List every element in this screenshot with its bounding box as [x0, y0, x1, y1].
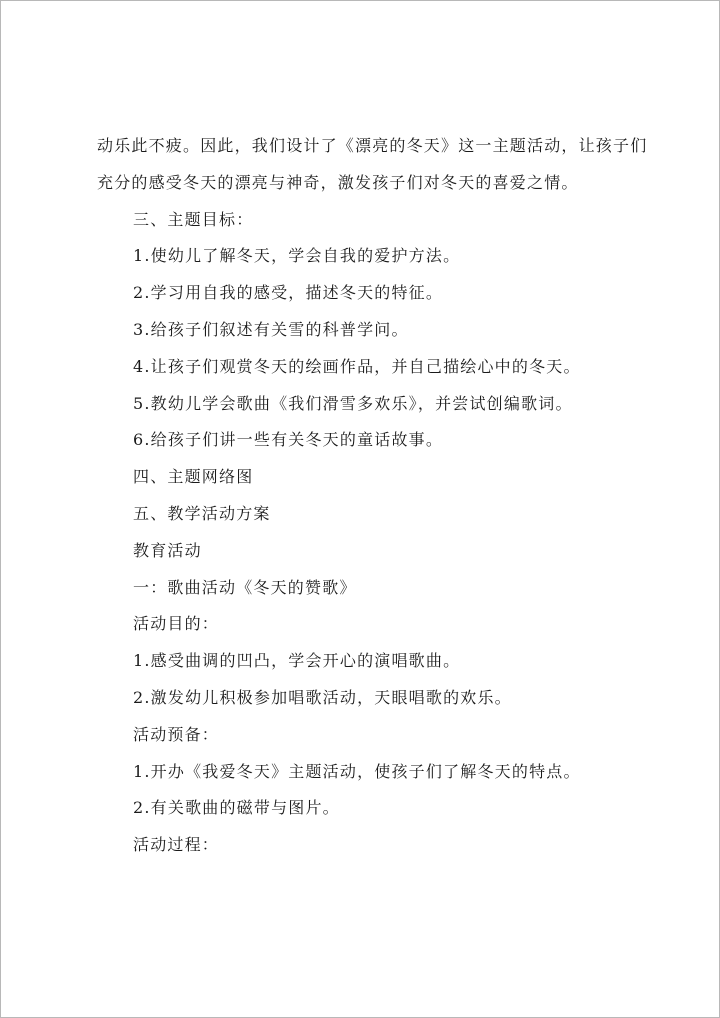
paragraph-line-2: 充分的感受冬天的漂亮与神奇，激发孩子们对冬天的喜爱之情。: [97, 172, 579, 192]
goal-item-2: 2.学习用自我的感受，描述冬天的特征。: [133, 283, 444, 303]
goal-item-1: 1.使幼儿了解冬天，学会自我的爱护方法。: [133, 246, 461, 266]
section-heading-goals: 三、主题目标：: [133, 209, 254, 229]
preparation-item-1: 1.开办《我爱冬天》主题活动，使孩子们了解冬天的特点。: [133, 761, 581, 781]
goal-item-5: 5.教幼儿学会歌曲《我们滑雪多欢乐》，并尝试创编歌词。: [133, 393, 573, 413]
subheading-purpose: 活动目的：: [133, 614, 220, 634]
purpose-item-1: 1.感受曲调的凹凸，学会开心的演唱歌曲。: [133, 651, 461, 671]
goal-item-6: 6.给孩子们讲一些有关冬天的童话故事。: [133, 430, 444, 450]
purpose-item-2: 2.激发幼儿积极参加唱歌活动，天眼唱歌的欢乐。: [133, 687, 512, 707]
paragraph-line-1: 动乐此不疲。因此，我们设计了《漂亮的冬天》这一主题活动，让孩子们: [97, 136, 648, 155]
goal-item-3: 3.给孩子们叙述有关雪的科普学问。: [133, 319, 409, 339]
activity-title: 一：歌曲活动《冬天的赞歌》: [133, 577, 357, 597]
subheading-education: 教育活动: [133, 540, 202, 560]
preparation-item-2: 2.有关歌曲的磁带与图片。: [133, 798, 340, 818]
section-heading-plan: 五、教学活动方案: [133, 503, 271, 523]
goal-item-4: 4.让孩子们观赏冬天的绘画作品，并自己描绘心中的冬天。: [133, 356, 581, 376]
document-body: [97, 128, 657, 864]
subheading-preparation: 活动预备：: [133, 724, 220, 744]
section-heading-network: 四、主题网络图: [133, 467, 254, 487]
subheading-process: 活动过程：: [133, 835, 220, 855]
